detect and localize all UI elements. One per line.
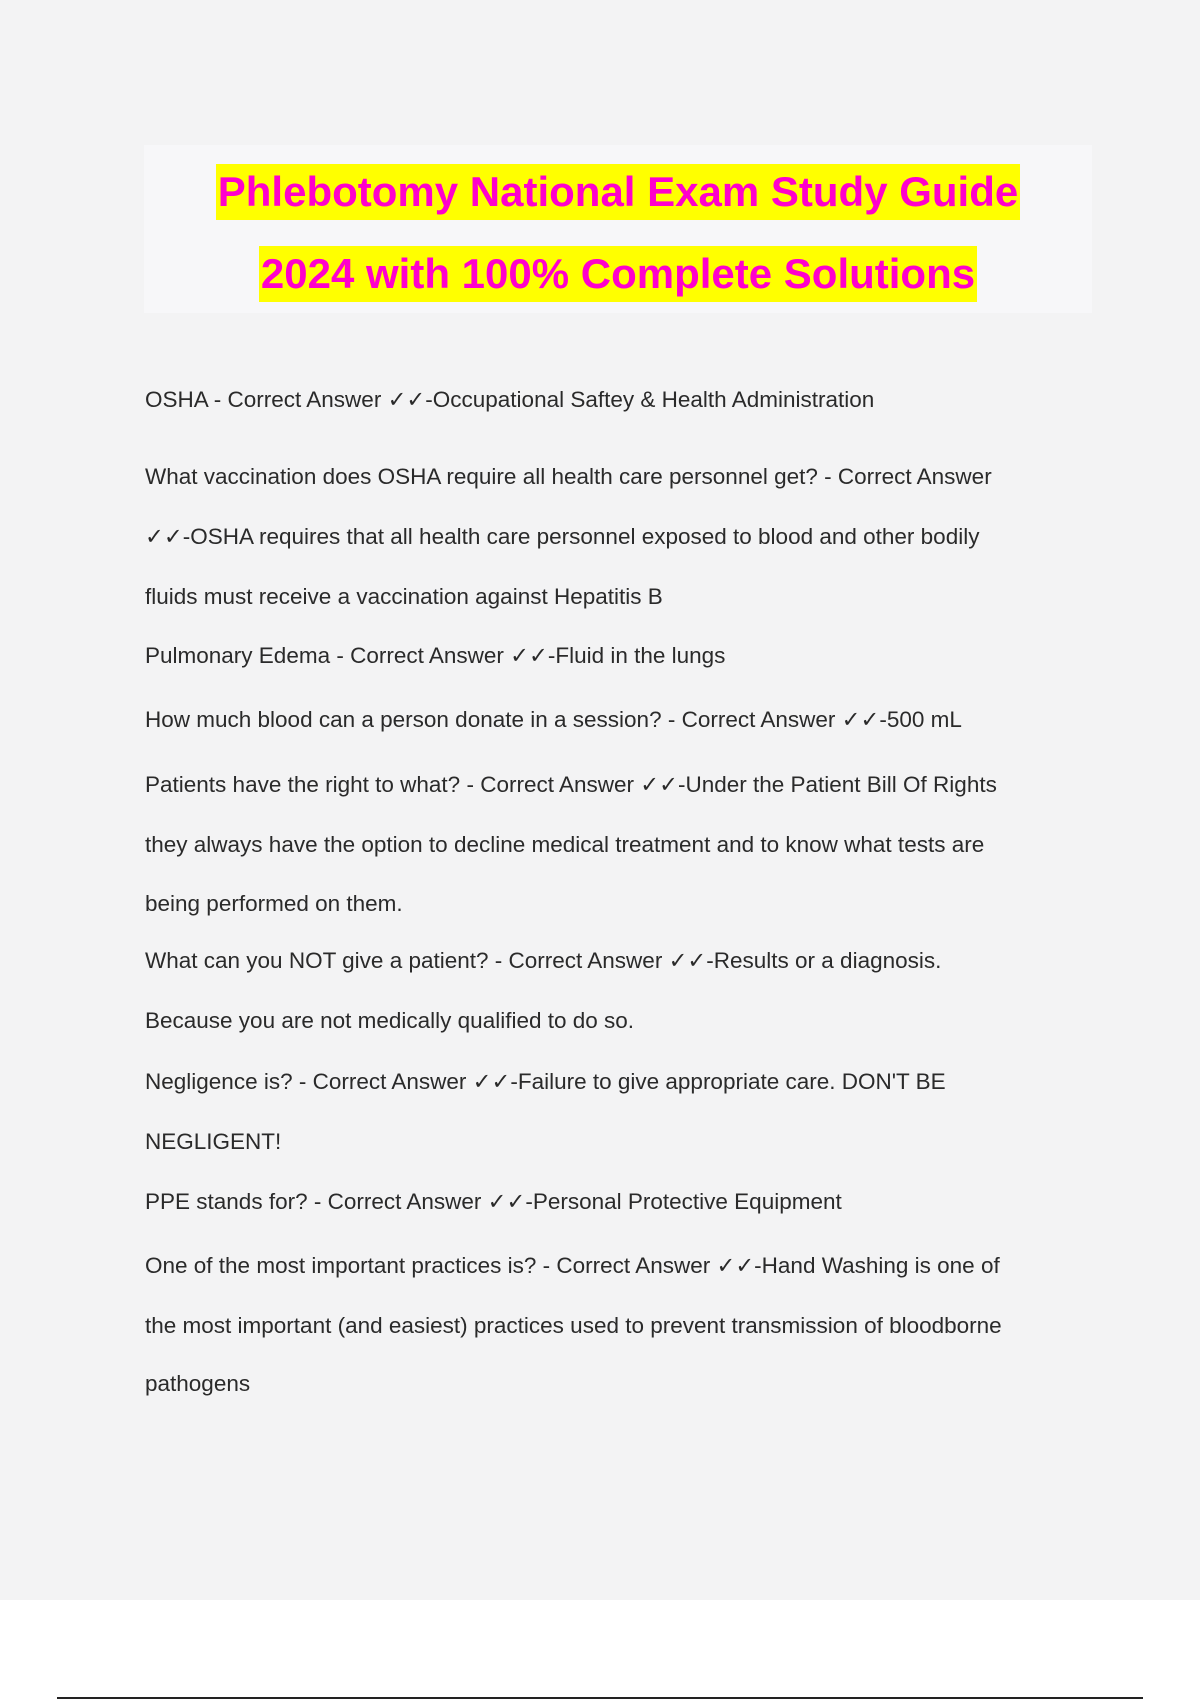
- qa-entry-vaccination: [145, 447, 1075, 627]
- qa-line: Patients have the right to what? - Correct Answer ✓✓-Under the Patient Bill Of Rights: [145, 772, 997, 797]
- qa-line: NEGLIGENT!: [145, 1129, 282, 1154]
- qa-line: fluids must receive a vaccination against Hepatitis B: [145, 584, 663, 609]
- qa-line: Pulmonary Edema - Correct Answer ✓✓-Fluid in the lungs: [145, 643, 726, 668]
- qa-line: Because you are not medically qualified to do so.: [145, 1008, 635, 1033]
- qa-line: How much blood can a person donate in a session? - Correct Answer ✓✓-500 mL: [145, 707, 962, 732]
- footer-divider: [57, 1697, 1143, 1699]
- qa-line: What vaccination does OSHA require all health care personnel get? - Correct Answer: [145, 464, 992, 489]
- qa-line: they always have the option to decline medical treatment and to know what tests are: [145, 832, 985, 857]
- qa-line: pathogens: [145, 1371, 251, 1396]
- qa-entry-patient-rights: [145, 755, 1075, 932]
- title-block: [144, 145, 1092, 313]
- qa-line: OSHA - Correct Answer ✓✓-Occupational Saftey & Health Administration: [145, 387, 875, 412]
- qa-entry-negligence: [145, 1052, 1075, 1172]
- qa-line: One of the most important practices is? - Correct Answer ✓✓-Hand Washing is one of: [145, 1253, 1000, 1278]
- qa-entry-pulmonary-edema: [145, 626, 1075, 686]
- qa-entry-not-give-patient: [145, 931, 1075, 1051]
- qa-entry-ppe: [145, 1172, 1075, 1232]
- title-line-2: 2024 with 100% Complete Solutions: [259, 246, 977, 302]
- qa-entry-osha: [145, 370, 1075, 430]
- qa-line: Negligence is? - Correct Answer ✓✓-Failure to give appropriate care. DON'T BE: [145, 1069, 946, 1094]
- qa-line: ✓✓-OSHA requires that all health care personnel exposed to blood and other bodily: [145, 524, 980, 549]
- title-line-1: Phlebotomy National Exam Study Guide: [216, 164, 1020, 220]
- qa-entry-blood-donation: [145, 690, 1075, 750]
- qa-line: being performed on them.: [145, 891, 403, 916]
- qa-line: the most important (and easiest) practices used to prevent transmission of bloodborne: [145, 1313, 1002, 1338]
- qa-entry-hand-washing: [145, 1236, 1075, 1412]
- qa-line: PPE stands for? - Correct Answer ✓✓-Personal Protective Equipment: [145, 1189, 842, 1214]
- qa-line: What can you NOT give a patient? - Correct Answer ✓✓-Results or a diagnosis.: [145, 948, 942, 973]
